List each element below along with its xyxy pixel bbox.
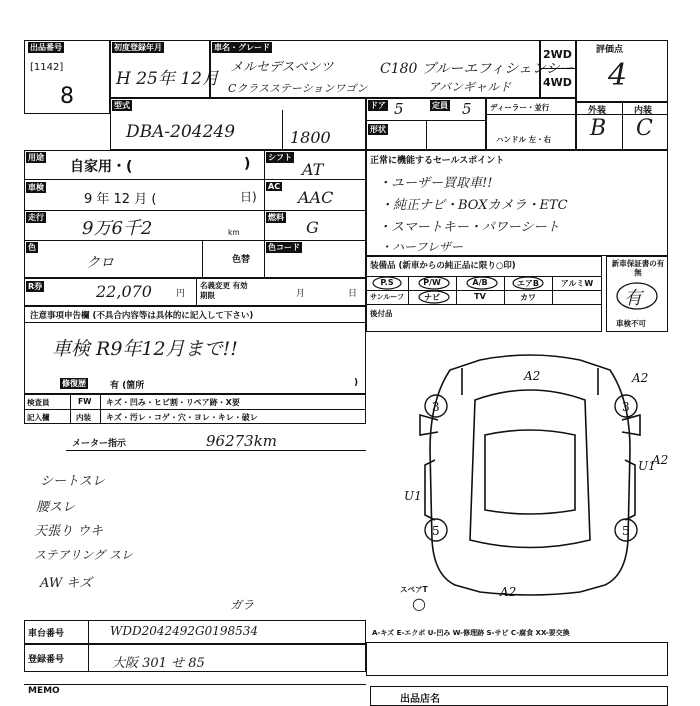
- recycle-unit: 円: [176, 289, 186, 299]
- reg-label: 登録番号: [28, 655, 65, 665]
- repair-close: ): [354, 378, 359, 388]
- meter-label: メーター指示: [72, 439, 127, 449]
- interior-row-label: 内装: [76, 413, 91, 422]
- manual-circle: [614, 280, 660, 312]
- car-diagram: [390, 340, 670, 620]
- handnote-bottom: ガラ: [230, 598, 255, 612]
- chassis-label: 車台番号: [28, 629, 65, 639]
- selling-points-title: 正常に機能するセールスポイント: [370, 156, 505, 166]
- fw-label: FW: [78, 397, 92, 406]
- equip-circles: [366, 274, 602, 306]
- spare-label: スペアT: [400, 585, 428, 594]
- shift-value: AT: [302, 160, 324, 179]
- after-label: 後付品: [370, 309, 393, 318]
- mark-5-right: 5: [622, 524, 630, 538]
- lot-label: 出品番号: [30, 43, 62, 52]
- use-close: ): [244, 156, 251, 172]
- mileage-label: 走行: [28, 213, 44, 222]
- displacement-value: 1800: [290, 128, 331, 147]
- equip-sunroof: サンルーフ: [369, 293, 405, 301]
- lot-number: 8: [60, 84, 74, 109]
- score-value: 4: [608, 58, 628, 93]
- recycle-value: 22,070: [96, 282, 152, 301]
- repair-value: 有 (箇所: [110, 381, 145, 391]
- handnote-1: シートスレ: [40, 474, 105, 489]
- model-label: 型式: [114, 101, 130, 110]
- shaken-label: 車検: [28, 183, 44, 192]
- lot-code: [1142]: [30, 62, 64, 73]
- repair-label: 修復歴: [62, 379, 86, 388]
- grade-model: C180 ブルーエフィシェンシー: [380, 61, 574, 77]
- equip-ps: P.S: [380, 278, 394, 287]
- recycle-label: R券: [28, 282, 43, 291]
- drive-4wd: 4WD: [543, 76, 572, 89]
- use-label: 用途: [28, 153, 44, 162]
- interior-value: C: [636, 116, 653, 141]
- doors-value: 5: [394, 100, 404, 118]
- handnote-2: 腰スレ: [36, 500, 76, 515]
- equip-alloy: アルミW: [560, 279, 594, 288]
- car-name: メルセデスベンツ: [230, 60, 334, 75]
- notes-title: 注意事項申告欄 (不具合内容等は具体的に記入して下さい): [30, 311, 254, 321]
- interior-label: 内装: [634, 106, 653, 116]
- handnote-4: ステアリング スレ: [34, 548, 133, 562]
- equip-leather: カワ: [520, 293, 536, 302]
- exterior-label: 外装: [588, 106, 607, 116]
- recycle-box: [24, 278, 366, 306]
- seller-stamp-box: [366, 642, 668, 676]
- equip-ab: A/B: [472, 278, 488, 287]
- equip-pw: P/W: [423, 278, 441, 287]
- inspector-label: 検査員: [27, 398, 50, 407]
- equip-navi: ナビ: [424, 293, 440, 302]
- first-reg-label: 初度登録年月: [114, 43, 162, 52]
- shaken-close: 日): [240, 190, 257, 204]
- color-code-label: 色替: [232, 255, 251, 265]
- manual-title: 新車保証書の有無: [611, 259, 665, 277]
- grade-sub: アバンギャルド: [428, 80, 512, 94]
- selling-point-4: ・ハーフレザー: [380, 240, 463, 254]
- mark-a2-front-right: A2: [632, 371, 649, 385]
- meter-value: 96273km: [206, 432, 278, 450]
- mark-3-right: 3: [622, 400, 630, 414]
- shaken-value: 9 年 12 月 (: [84, 192, 157, 207]
- handnote-3: 天張り ウキ: [34, 524, 104, 539]
- equip-tv: TV: [474, 292, 486, 301]
- capacity-label: 定員: [432, 101, 448, 110]
- equip-air-b: エアB: [516, 279, 540, 288]
- damage-legend: A-キズ E-エクボ U-凹み W-修理跡 S-サビ C-腐食 XX-要交換: [372, 629, 570, 637]
- score-label: 評価点: [596, 45, 624, 55]
- color-value: クロ: [86, 255, 114, 271]
- ac-value: AAC: [298, 188, 334, 207]
- validity-day: 日: [348, 289, 358, 299]
- mark-5-left: 5: [432, 524, 440, 538]
- ext-items: キズ・凹み・ヒビ割・リペア跡・X要: [106, 398, 240, 407]
- mark-a2-rear: A2: [500, 585, 517, 599]
- selling-point-2: ・純正ナビ・BOXカメラ・ETC: [380, 198, 568, 213]
- exterior-value: B: [590, 116, 607, 141]
- record-label: 記入欄: [27, 413, 50, 422]
- handnote-5: AW キズ: [40, 576, 93, 591]
- memo-label: MEMO: [28, 686, 60, 696]
- notes-text: 車検 R9年12月まで!!: [52, 338, 238, 360]
- mark-u1-left: U1: [404, 489, 422, 503]
- dealer-label: ディーラー・並行: [490, 103, 550, 112]
- model-value: DBA-204249: [126, 122, 236, 142]
- mark-a2-front: A2: [524, 369, 541, 383]
- name-grade-label: 車名・グレード: [214, 43, 270, 52]
- color-label: 色: [28, 243, 36, 252]
- car-class: Cクラスステーションワゴン: [228, 82, 368, 95]
- fuel-value: G: [306, 218, 319, 237]
- validity-month: 月: [296, 289, 306, 299]
- mark-a2-right: A2: [652, 453, 669, 467]
- shift-label: シフト: [268, 153, 292, 162]
- mark-u1-right: U1: [638, 459, 656, 473]
- doors-label: ドア: [370, 101, 386, 110]
- selling-point-3: ・スマートキー・パワーシート: [378, 220, 560, 235]
- equipment-title: 装備品 (新車からの純正品に限り○印): [370, 261, 516, 271]
- manual-note: 車検不可: [616, 319, 646, 328]
- mileage-value: 9万6千2: [82, 218, 153, 239]
- shape-label: 形状: [370, 125, 386, 134]
- drive-2wd: 2WD: [543, 48, 572, 61]
- mileage-unit: km: [228, 228, 240, 237]
- spare-value: ○: [412, 594, 426, 613]
- ac-label: AC: [268, 182, 281, 191]
- handle-label: ハンドル 左・右: [496, 135, 552, 144]
- int-items: キズ・汚レ・コゲ・穴・ヨレ・キレ・破レ: [106, 413, 258, 422]
- use-value: 自家用・(: [70, 159, 133, 175]
- color-number-label: 色コード: [268, 243, 300, 252]
- fuel-label: 燃料: [268, 213, 284, 222]
- selling-point-1: ・ユーザー買取車!!: [378, 176, 493, 191]
- first-reg-value: H 25年 12月: [116, 69, 219, 89]
- capacity-value: 5: [462, 100, 472, 118]
- reg-value: 大阪 301 せ 85: [112, 656, 205, 671]
- chassis-value: WDD2042492G0198534: [110, 624, 259, 638]
- mark-3-left: 3: [432, 400, 440, 414]
- validity-label: 名義変更 有効期限: [200, 281, 248, 300]
- seller-label: 出品店名: [400, 694, 440, 705]
- manual-value: 有: [624, 288, 642, 309]
